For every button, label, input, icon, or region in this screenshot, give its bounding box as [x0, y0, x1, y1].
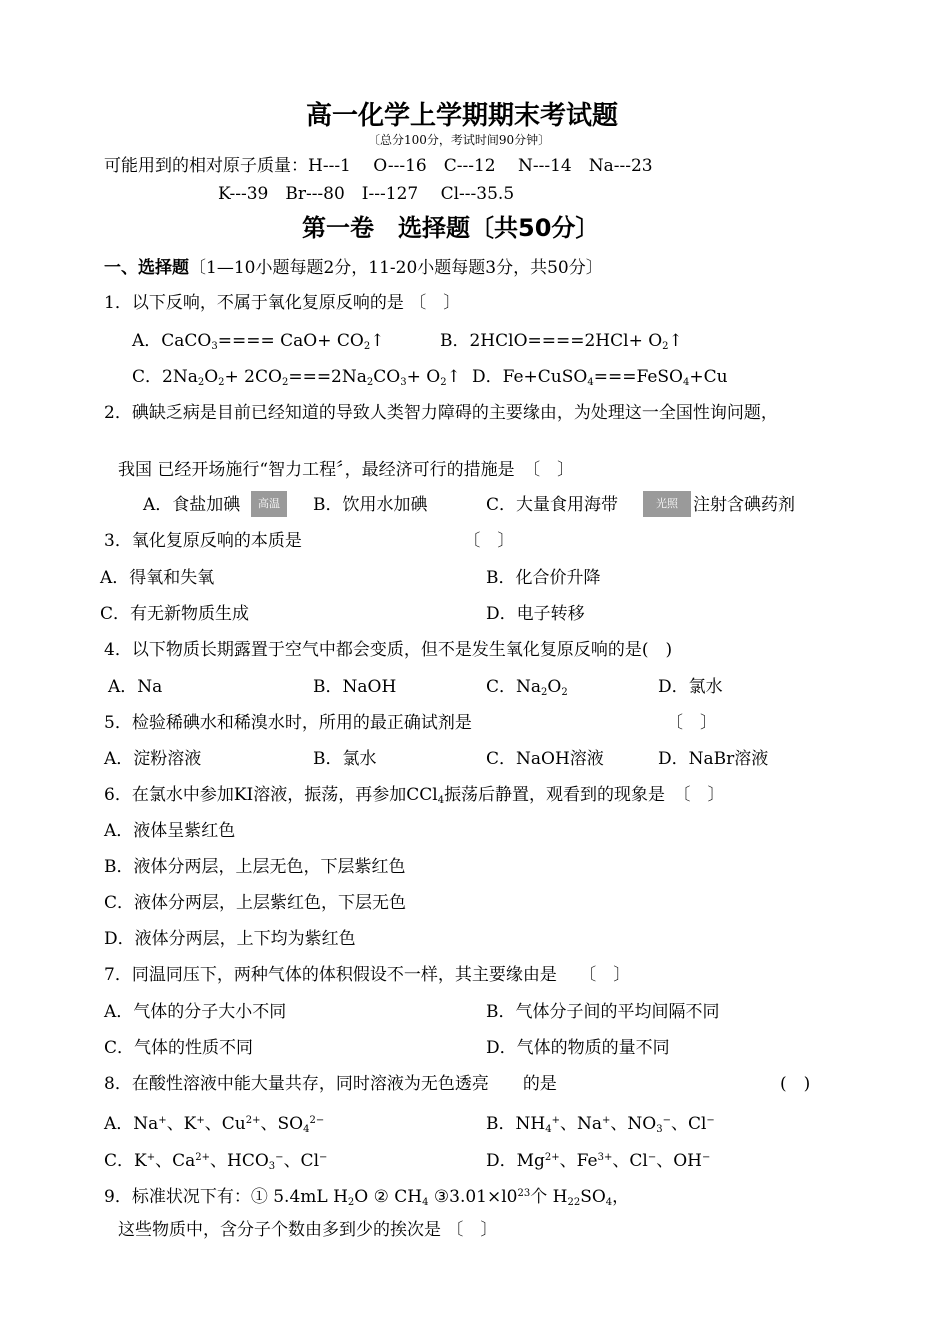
- q7-stem: 7．同温同压下，两种气体的体积假设不一样，其主要缘由是 〔 〕: [104, 965, 631, 985]
- q6-option-d: D．液体分两层，上下均为紫红色: [104, 929, 356, 949]
- section-header: [104, 257, 603, 279]
- q3-option-a: A．得氧和失氧: [100, 568, 215, 588]
- exam-info: 〔总分100分，考试时间90分钟〕: [368, 133, 551, 147]
- q2-option-a: A．食盐加碘: [143, 495, 241, 515]
- q2-stem-2: 我国 已经开场施行“智力工程〞，最经济可行的措施是 〔 〕: [118, 460, 575, 480]
- q5-stem: 5．检验稀碘水和稀溴水时，所用的最正确试剂是: [104, 713, 472, 733]
- q4-option-b: B．NaOH: [313, 677, 397, 697]
- q3-option-b: B．化合价升降: [486, 568, 601, 588]
- q8-option-a: A．Na+、K+、$Cu^{2+}$、$SO_4^{2-}$: [104, 1114, 325, 1135]
- q8-stem: 8．在酸性溶液中能大量共存，同时溶液为无色透亮 的是: [104, 1074, 557, 1094]
- condition-tag-high-temp: 高温: [251, 491, 287, 517]
- q7-option-b: B．气体分子间的平均间隔不同: [486, 1002, 720, 1022]
- q1-option-c: C．$2Na_2O_2+ 2CO_2===2Na_2CO_3+$ $O_2↑$: [132, 367, 461, 388]
- q7-option-c: C．气体的性质不同: [104, 1038, 254, 1058]
- q1-option-d: D．Fe+CuSO$_4$===FeSO$_4$+Cu: [472, 367, 728, 388]
- q4-option-a: A．Na: [108, 677, 163, 697]
- q2-option-c: C．大量食用海带: [486, 495, 619, 515]
- q3-stem: 3．氧化复原反响的本质是 〔 〕: [104, 531, 515, 551]
- q5-option-a: A．淀粉溶液: [104, 749, 202, 769]
- part-title: 第一卷 选择题〔共50分〕: [302, 214, 600, 242]
- q3-option-d: D．电子转移: [486, 604, 585, 624]
- q2-option-b: B．饮用水加碘: [313, 495, 428, 515]
- q9-stem-2: 这些物质中，含分子个数由多到少的挨次是 〔 〕: [118, 1220, 498, 1240]
- q7-option-a: A．气体的分子大小不同: [104, 1002, 287, 1022]
- q4-option-d: D．氯水: [658, 677, 723, 697]
- q5-answer-paren: 〔 〕: [666, 713, 717, 733]
- q8-option-d: D．$Mg^{2+}$、$Fe^{3+}$、Cl−、OH−: [486, 1151, 711, 1171]
- q4-option-c: C．$Na_2O_2$: [486, 677, 568, 698]
- q5-option-c: C．NaOH溶液: [486, 749, 604, 769]
- q2-stem: 2．碘缺乏病是目前已经知道的导致人类智力障碍的主要缘由，为处理这一全国性询问题，: [104, 403, 778, 423]
- q5-option-d: D．NaBr溶液: [658, 749, 769, 769]
- q8-option-c: C．K+、$Ca^{2+}$、$HCO_3^-$、Cl−: [104, 1151, 328, 1172]
- q1-option-a: A．CaCO$_3$==== $CaO+ CO_2↑$: [132, 331, 385, 352]
- q6-option-c: C．液体分两层，上层紫红色，下层无色: [104, 893, 407, 913]
- atomic-mass-line-2: K---39 Br---80 I---127 Cl---35.5: [218, 184, 515, 204]
- q8-option-b: B．$NH_4^+$、Na+、$NO_3^-$、Cl−: [486, 1114, 715, 1135]
- atomic-mass-line-1: 可能用到的相对原子质量：H---1 O---16 C---12 N---14 Na---23: [104, 156, 653, 176]
- q6-option-a: A．液体呈紫红色: [104, 821, 236, 841]
- q5-option-b: B．氯水: [313, 749, 377, 769]
- q1-option-b: B．2HClO====2HCl+ $O_2↑$: [440, 331, 683, 352]
- q9-stem: 9．标准状况下有：① 5.4mL $H_2O$ ② $CH_4$ $③3.01\times l0^{23}$个 $H_{22}SO_4$，: [104, 1187, 630, 1208]
- q4-stem: 4．以下物质长期露置于空气中都会变质，但不是发生氧化复原反响的是( ): [104, 640, 673, 660]
- q8-answer-paren: ( ): [780, 1074, 811, 1094]
- q3-option-c: C．有无新物质生成: [100, 604, 250, 624]
- q6-stem: 6．在氯水中参加KI溶液，振荡，再参加CCl$_4$振荡后静置，观看到的现象是 〔 〕: [104, 785, 725, 806]
- section-note: 〔1—10小题每题2分，11-20小题每题3分，共50分〕: [189, 258, 603, 278]
- q2-option-d: 注射含碘药剂: [693, 495, 795, 515]
- q1-stem: 1．以下反响，不属于氧化复原反响的是 〔 〕: [104, 293, 461, 313]
- section-label: 一、选择题: [104, 258, 189, 278]
- q7-option-d: D．气体的物质的量不同: [486, 1038, 670, 1058]
- page-title: 高一化学上学期期末考试题: [306, 101, 619, 131]
- q6-option-b: B．液体分两层，上层无色，下层紫红色: [104, 857, 406, 877]
- condition-tag-light: 光照: [643, 491, 691, 517]
